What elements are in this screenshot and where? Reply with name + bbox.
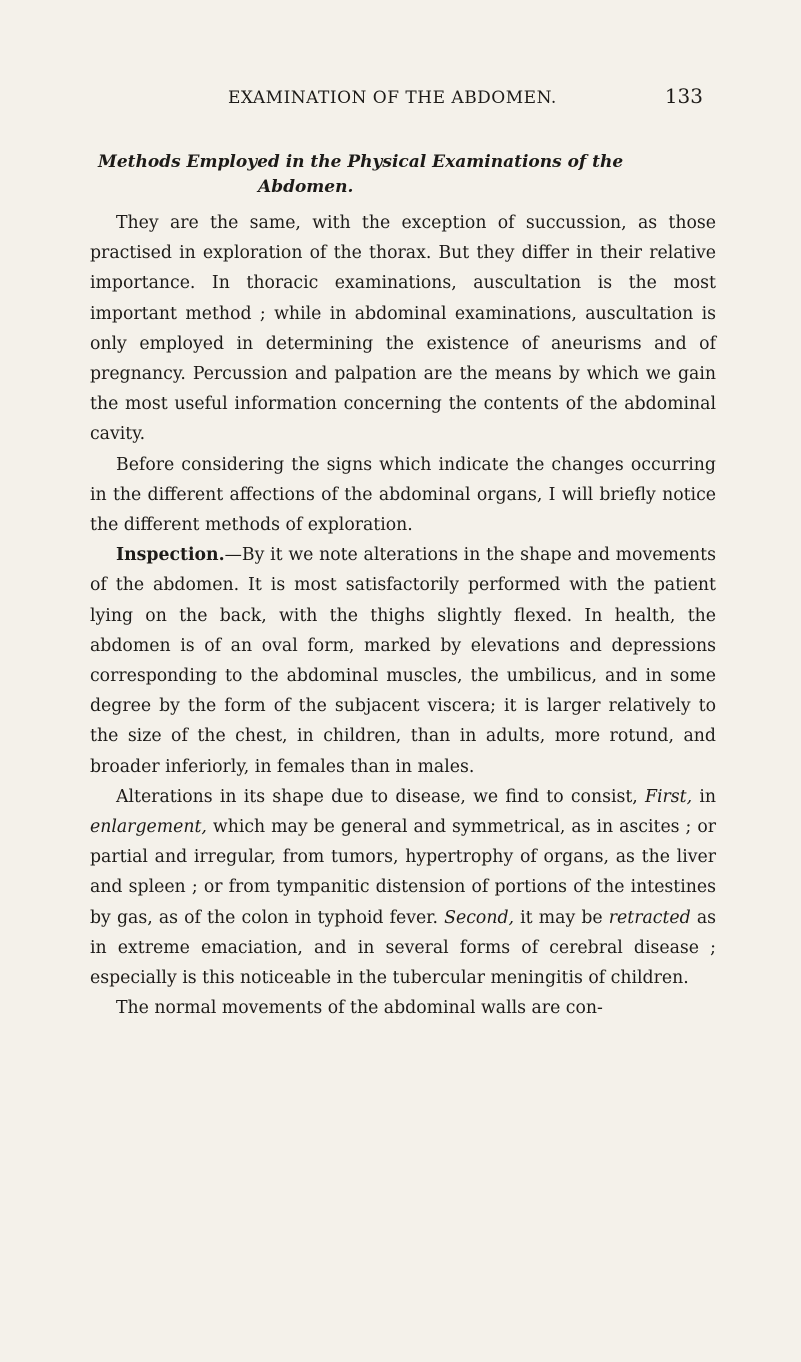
inspection-lead: Inspection. bbox=[116, 545, 225, 566]
p4-second: Second, bbox=[444, 907, 515, 928]
p4-part-b: in bbox=[692, 786, 716, 807]
paragraph-3-text: —By it we note alterations in the shape and movements of the abdomen. It is most satisfactorily performed with the patient lying on the back, with the thighs slightly flexed. In health, the abdomen is of an oval form, marked by elevations and depressions corresponding to the abdominal muscles, the umbilicus, and in some degree by the form of the subjacent viscera; it is larger relatively to the size of the chest, in children, than in adults, more rotund, and broader inferiorly, in females than in males. bbox=[90, 545, 716, 777]
paragraph-2: Before considering the signs which indicate the changes occurring in the different affections of the abdominal organs, I will briefly notice the different methods of exploration. bbox=[90, 454, 716, 536]
body-text bbox=[90, 208, 716, 1023]
paragraph-1: They are the same, with the exception of succussion, as those practised in exploration of the thorax. But they differ in their relative importance. In thoracic examinations, auscultation is the most important method ; while in abdominal examinations, auscultation is only employed in determining the existence of aneurisms and of pregnancy. Percussion and palpation are the means by which we gain the most useful information concerning the contents of the abdominal cavity. bbox=[90, 213, 716, 445]
page-number: 133 bbox=[664, 84, 703, 108]
p4-enlargement: enlargement, bbox=[90, 817, 207, 838]
paragraph-4 bbox=[90, 782, 716, 993]
p4-part-c: which may be general and symmetrical, as in ascites ; or partial and irregular, from tumors, hypertrophy of organs, as the liver and spleen ; or from tympanitic distension of portions of the intestines by gas, as of the colon in typhoid fever. bbox=[90, 817, 716, 928]
p4-retracted: retracted bbox=[608, 907, 691, 928]
p4-part-a: Alterations in its shape due to disease, we find to consist, bbox=[116, 786, 646, 807]
paragraph-3 bbox=[90, 540, 716, 782]
section-heading-line1: Methods Employed in the Physical Examinations of the bbox=[98, 152, 624, 172]
paragraph-5: The normal movements of the abdominal walls are con- bbox=[116, 998, 603, 1019]
p4-part-d: it may be bbox=[514, 907, 609, 928]
section-heading-line2: Abdomen. bbox=[258, 177, 354, 197]
running-head: EXAMINATION OF THE ABDOMEN. bbox=[228, 88, 557, 108]
p4-part-e: as in extreme emaciation, and in several forms of cerebral disease ; especially is this noticeable in the tubercular meningitis of children. bbox=[90, 907, 716, 989]
p4-first: First, bbox=[645, 786, 693, 807]
section-heading bbox=[98, 150, 718, 200]
